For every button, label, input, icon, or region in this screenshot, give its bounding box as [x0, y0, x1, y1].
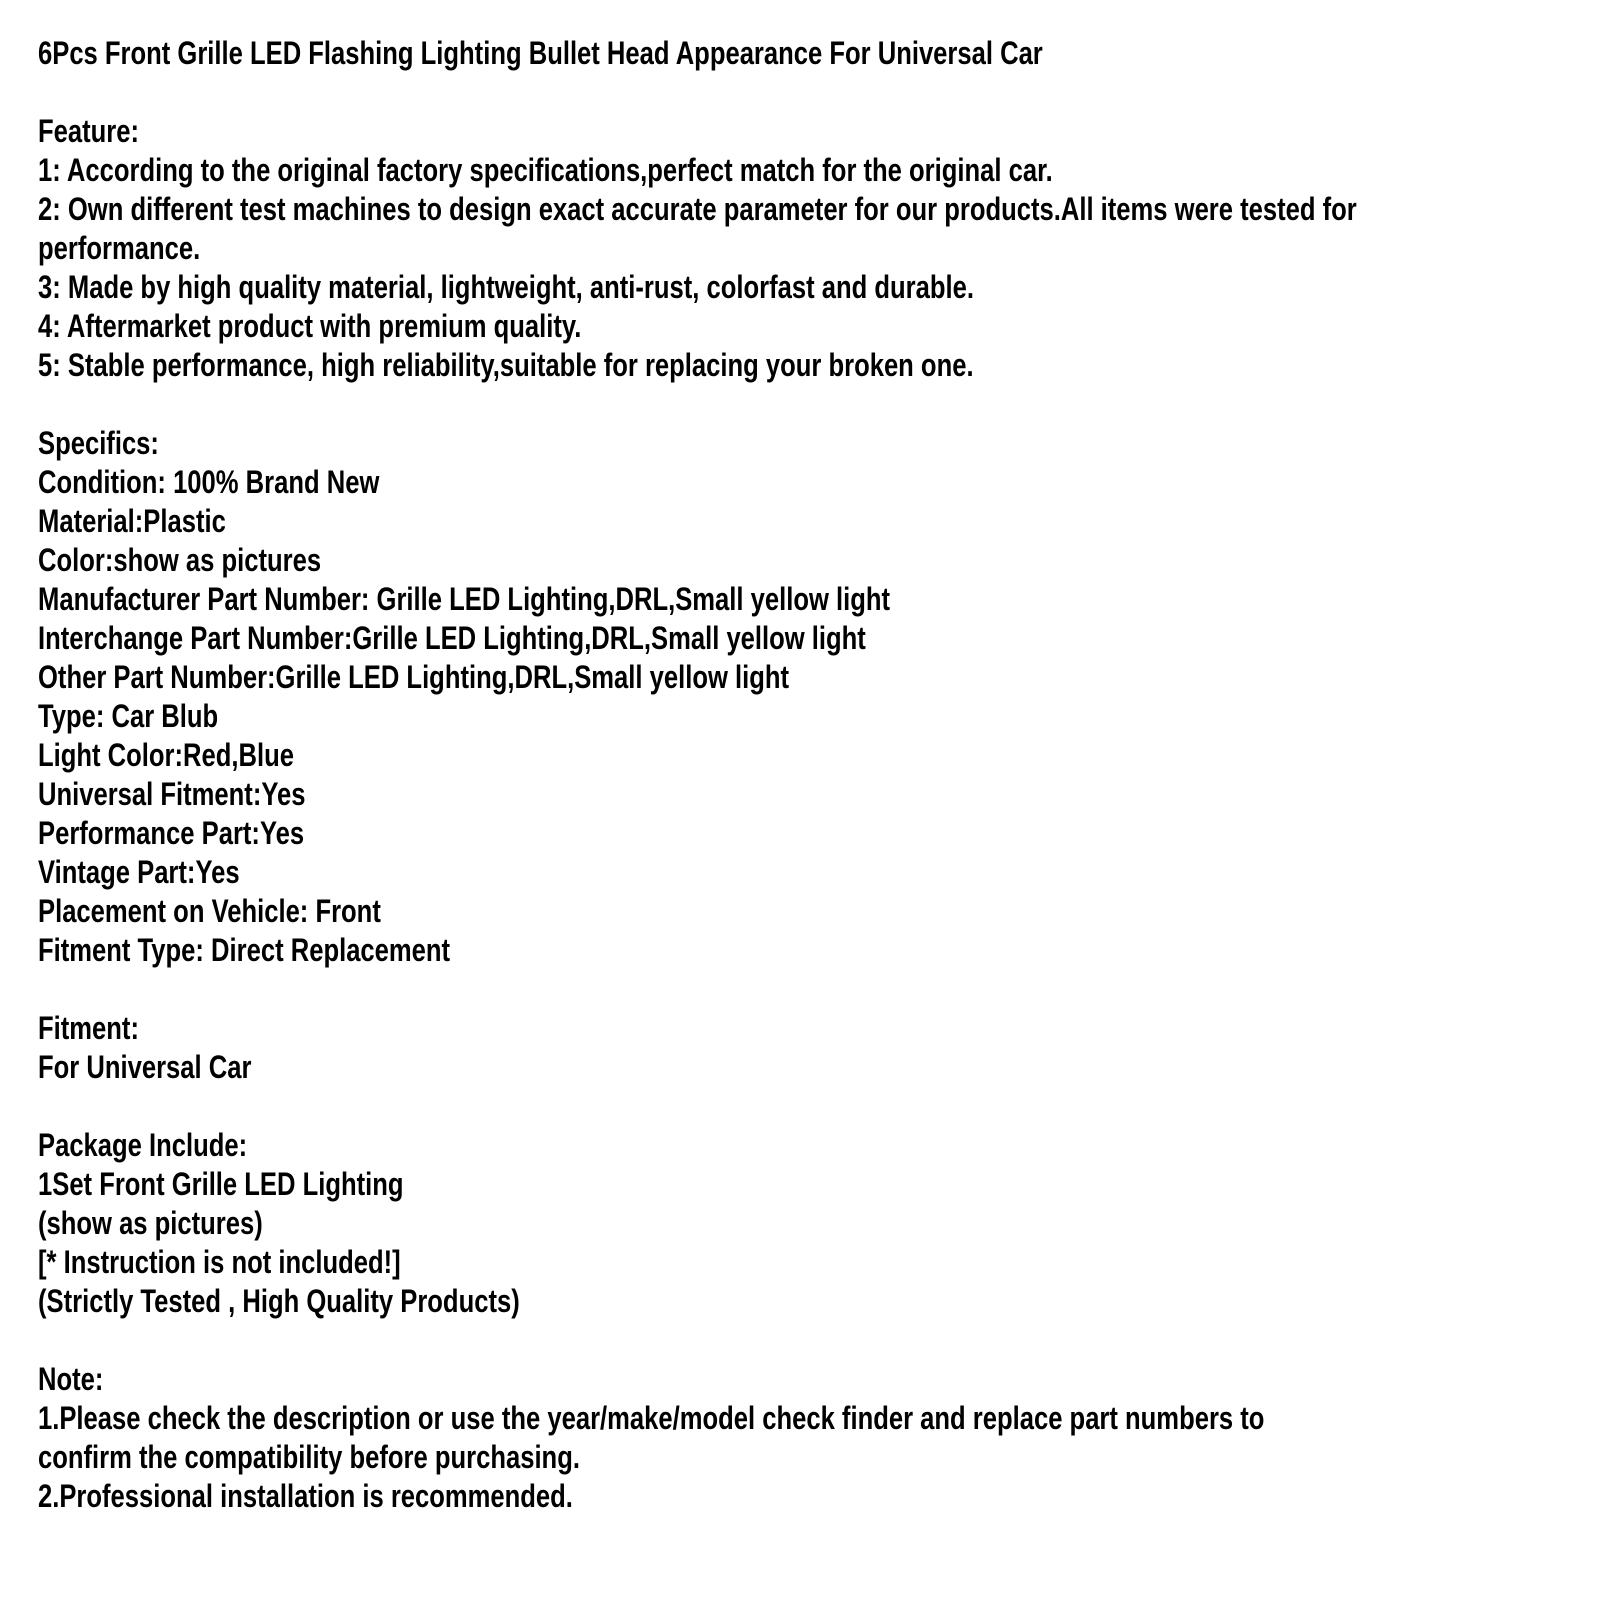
specifics-line: Light Color:Red,Blue	[38, 737, 294, 773]
specifics-line: Color:show as pictures	[38, 542, 322, 578]
package-heading: Package Include:	[38, 1127, 248, 1163]
feature-line: 3: Made by high quality material, lightweight, anti-rust, colorfast and durable.	[38, 269, 974, 305]
feature-line: 4: Aftermarket product with premium quality.	[38, 308, 582, 344]
note-heading: Note:	[38, 1361, 104, 1397]
specifics-line: Condition: 100% Brand New	[38, 464, 380, 500]
blank-line	[38, 970, 1558, 1009]
feature-line: 1: According to the original factory specifications,perfect match for the original car.	[38, 152, 1053, 188]
note-line: confirm the compatibility before purchasing.	[38, 1439, 580, 1475]
specifics-line: Other Part Number:Grille LED Lighting,DRL,Small yellow light	[38, 659, 789, 695]
blank-line	[38, 73, 1558, 112]
package-line: [* Instruction is not included!]	[38, 1244, 401, 1280]
specifics-line: Vintage Part:Yes	[38, 854, 240, 890]
feature-line: 2: Own different test machines to design exact accurate parameter for our products.All items were tested for	[38, 191, 1357, 227]
package-line: (show as pictures)	[38, 1205, 263, 1241]
feature-heading: Feature:	[38, 113, 139, 149]
blank-line	[38, 1087, 1558, 1126]
note-line: 1.Please check the description or use the year/make/model check finder and replace part numbers to	[38, 1400, 1265, 1436]
page-title: 6Pcs Front Grille LED Flashing Lighting Bullet Head Appearance For Universal Car	[38, 35, 1043, 71]
specifics-line: Type: Car Blub	[38, 698, 219, 734]
fitment-heading: Fitment:	[38, 1010, 139, 1046]
package-line: 1Set Front Grille LED Lighting	[38, 1166, 404, 1202]
specifics-line: Material:Plastic	[38, 503, 226, 539]
specifics-line: Interchange Part Number:Grille LED Lighting,DRL,Small yellow light	[38, 620, 866, 656]
blank-line	[38, 385, 1558, 424]
specifics-heading: Specifics:	[38, 425, 159, 461]
package-line: (Strictly Tested , High Quality Products)	[38, 1283, 520, 1319]
feature-line: performance.	[38, 230, 201, 266]
specifics-line: Performance Part:Yes	[38, 815, 305, 851]
note-line: 2.Professional installation is recommended.	[38, 1478, 573, 1514]
specifics-line: Universal Fitment:Yes	[38, 776, 306, 812]
specifics-line: Manufacturer Part Number: Grille LED Lighting,DRL,Small yellow light	[38, 581, 890, 617]
product-description-document	[38, 34, 1558, 1516]
feature-line: 5: Stable performance, high reliability,suitable for replacing your broken one.	[38, 347, 974, 383]
specifics-line: Placement on Vehicle: Front	[38, 893, 381, 929]
fitment-line: For Universal Car	[38, 1049, 252, 1085]
specifics-line: Fitment Type: Direct Replacement	[38, 932, 451, 968]
blank-line	[38, 1321, 1558, 1360]
